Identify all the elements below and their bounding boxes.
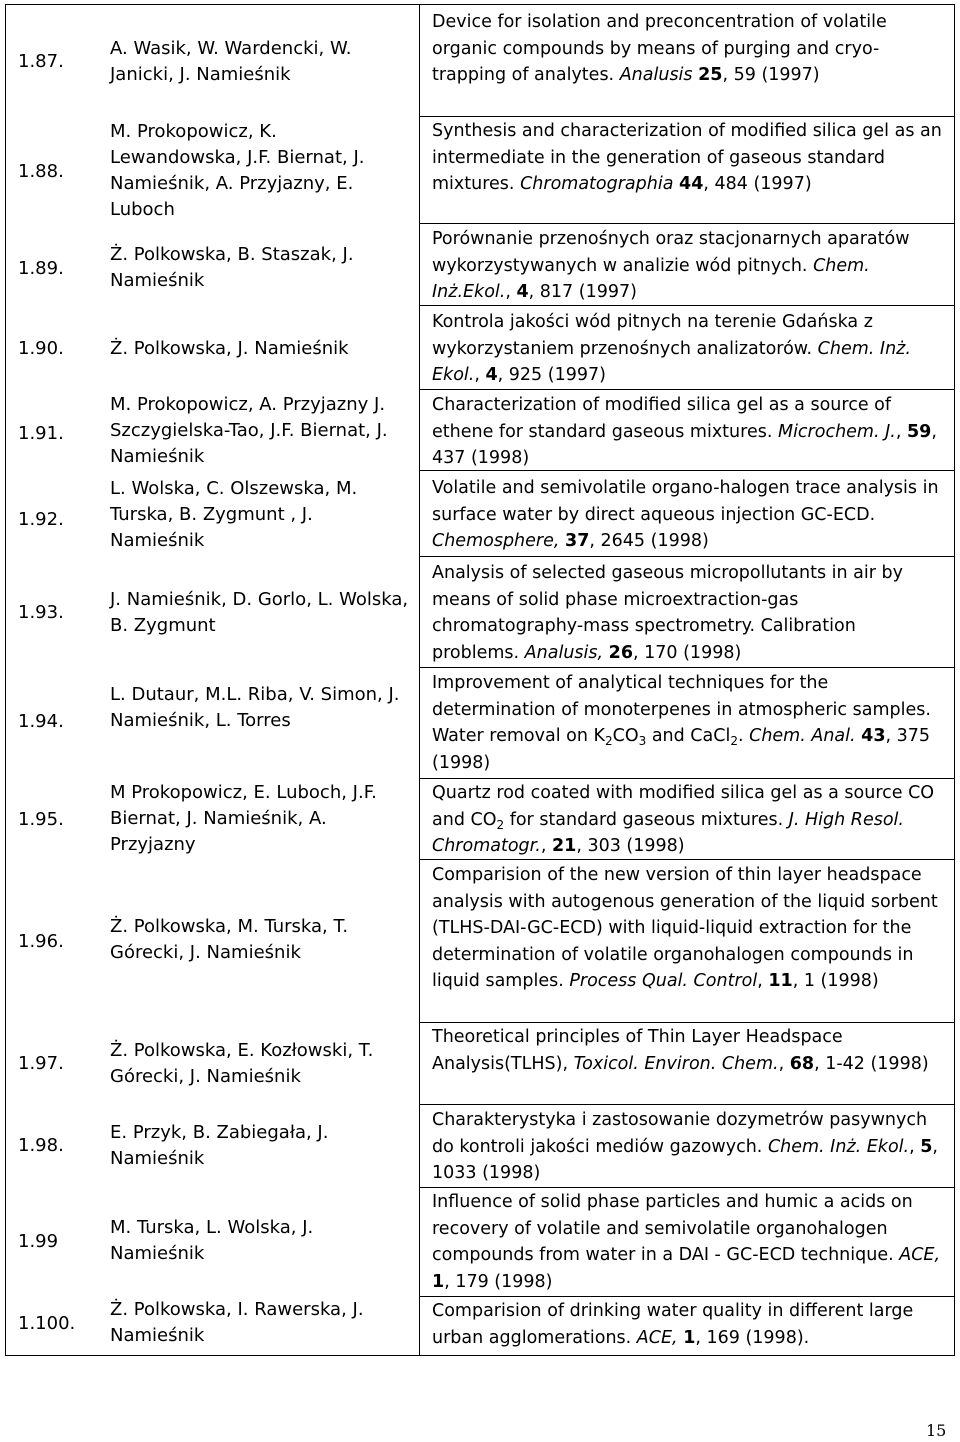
entry-reference: Synthesis and characterization of modified silica gel as an intermediate in the generation of gaseous standard mixtures. Chromatographia 44, 484 (1997) [432, 121, 942, 195]
row-separator [420, 667, 955, 668]
entry-reference: Improvement of analytical techniques for the determination of monoterpenes in atmospheric samples. Water removal on $K_2CO_3$ and CaCl$_2$. Chem. Anal. 43, 375 (1998) [432, 673, 931, 773]
entry-number: 1.97. [18, 1053, 64, 1074]
entry-reference: Characterization of modified silica gel as a source of ethene for standard gaseous mixtures. Microchem. J., 59, 437 (1998) [432, 395, 937, 469]
entry-number: 1.93. [18, 602, 64, 623]
entry-authors: M. Prokopowicz, K. Lewandowska, J.F. Biernat, J. Namieśnik, A. Przyjazny, E. Luboch [110, 121, 365, 220]
entry-authors: Ż. Polkowska, M. Turska, T. Górecki, J. Namieśnik [110, 916, 349, 963]
entry-number: 1.89. [18, 258, 64, 279]
row-separator [420, 1187, 955, 1188]
entry-authors: L. Dutaur, M.L. Riba, V. Simon, J. Namieśnik, L. Torres [110, 684, 400, 731]
entry-number: 1.94. [18, 711, 64, 732]
entry-number: 1.91. [18, 423, 64, 444]
entry-authors: M. Turska, L. Wolska, J. Namieśnik [110, 1217, 314, 1264]
row-separator [420, 778, 955, 779]
entry-authors: J. Namieśnik, D. Gorlo, L. Wolska, B. Zygmunt [110, 589, 409, 636]
row-separator [420, 1104, 955, 1105]
entry-reference: Volatile and semivolatile organo-halogen trace analysis in surface water by direct aqueous injection GC-ECD. Chemosphere, 37, 2645 (1998) [432, 478, 939, 552]
entry-number: 1.98. [18, 1135, 64, 1156]
entry-authors: Ż. Polkowska, I. Rawerska, J. Namieśnik [110, 1299, 364, 1346]
entry-number: 1.95. [18, 809, 64, 830]
entry-authors: Ż. Polkowska, J. Namieśnik [110, 338, 349, 359]
entry-number: 1.99 [18, 1231, 59, 1252]
entry-authors: L. Wolska, C. Olszewska, M. Turska, B. Zygmunt , J. Namieśnik [110, 478, 358, 551]
entry-authors: M. Prokopowicz, A. Przyjazny J. Szczygielska-Tao, J.F. Biernat, J. Namieśnik [110, 394, 388, 467]
row-separator [420, 223, 955, 224]
entry-reference: Porównanie przenośnych oraz stacjonarnych aparatów wykorzystywanych w analizie wód pitnych. Chem. Inż.Ekol., 4, 817 (1997) [432, 229, 910, 303]
entry-number: 1.100. [18, 1313, 76, 1334]
entry-authors: A. Wasik, W. Wardencki, W. Janicki, J. Namieśnik [110, 38, 352, 85]
entry-reference: Charakterystyka i zastosowanie dozymetrów pasywnych do kontroli jakości mediów gazowych. Chem. Inż. Ekol., 5, 1033 (1998) [432, 1110, 938, 1184]
row-separator [420, 556, 955, 557]
row-separator [420, 389, 955, 390]
entry-number: 1.90. [18, 338, 64, 359]
entry-authors: Ż. Polkowska, B. Staszak, J. Namieśnik [110, 244, 354, 291]
entry-authors: Ż. Polkowska, E. Kozłowski, T. Górecki, J. Namieśnik [110, 1040, 374, 1087]
entry-number: 1.88. [18, 161, 64, 182]
entry-reference: Theoretical principles of Thin Layer Headspace Analysis(TLHS), Toxicol. Environ. Chem., 68, 1-42 (1998) [432, 1027, 929, 1074]
entry-number: 1.87. [18, 51, 64, 72]
row-separator [420, 1022, 955, 1023]
entry-reference: Quartz rod coated with modified silica gel as a source CO and $CO_2$ for standard gaseous mixtures. J. High Resol. Chromatogr., 21, 303 (1998) [432, 783, 935, 857]
entry-reference: Analysis of selected gaseous micropollutants in air by means of solid phase microextraction-gas chromatography-mass spectrometry. Calibration problems. Analusis, 26, 170 (1998) [432, 563, 903, 663]
page-number: 15 [926, 1421, 947, 1440]
entry-authors: M Prokopowicz, E. Luboch, J.F. Biernat, J. Namieśnik, A. Przyjazny [110, 782, 377, 855]
entry-number: 1.92. [18, 509, 64, 530]
entry-reference: Comparision of the new version of thin layer headspace analysis with autogenous generation of the liquid sorbent (TLHS-DAI-GC-ECD) with liquid-liquid extraction for the determination of volatile organohalogen compounds in liquid samples. Process Qual. Control, 11, 1 (1998) [432, 865, 938, 992]
entry-number: 1.96. [18, 931, 64, 952]
row-separator [420, 116, 955, 117]
entry-reference: Device for isolation and preconcentration of volatile organic compounds by means of purging and cryo- trapping of analytes. Analusis 25, 59 (1997) [432, 12, 887, 86]
column-divider [419, 4, 420, 1356]
entry-reference: Comparision of drinking water quality in different large urban agglomerations. ACE, 1, 169 (1998). [432, 1301, 914, 1348]
entry-reference: Influence of solid phase particles and humic a acids on recovery of volatile and semivolatile organohalogen compounds from water in a DAI - GC-ECD technique. ACE, 1, 179 (1998) [432, 1192, 941, 1292]
entry-authors: E. Przyk, B. Zabiegała, J. Namieśnik [110, 1122, 329, 1169]
row-separator [420, 1296, 955, 1297]
entry-reference: Kontrola jakości wód pitnych na terenie Gdańska z wykorzystaniem przenośnych analizatorów. Chem. Inż. Ekol., 4, 925 (1997) [432, 312, 911, 386]
